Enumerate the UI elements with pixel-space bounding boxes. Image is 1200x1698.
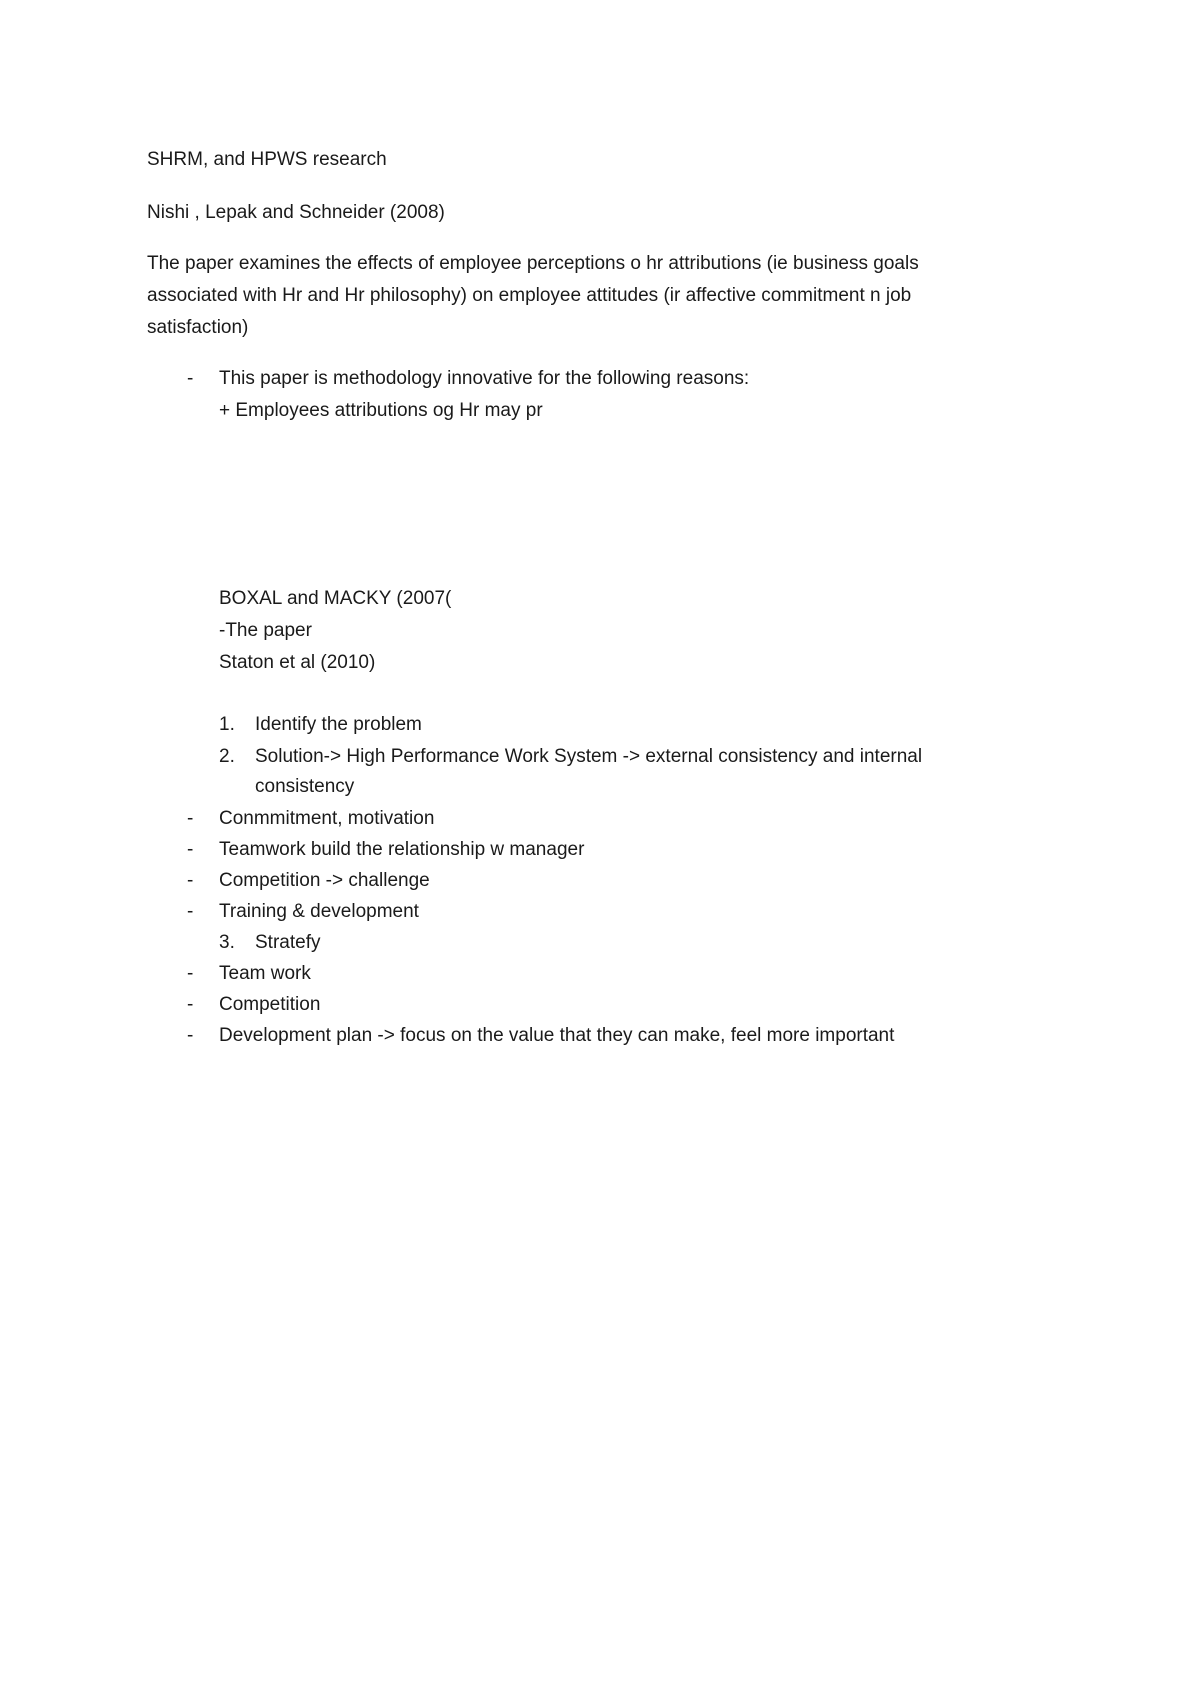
dash-marker: - (187, 839, 194, 860)
dash-item-competition-challenge: Competition -> challenge (219, 870, 430, 891)
dash-item-competition: Competition (219, 994, 321, 1015)
list-marker-1: 1. (219, 714, 235, 735)
dash-marker: - (187, 808, 194, 829)
list-item-strategy: Stratefy (255, 932, 321, 953)
paragraph-line-3: satisfaction) (147, 317, 249, 338)
bullet-methodology: This paper is methodology innovative for the following reasons: (219, 368, 750, 389)
list-item-solution: Solution-> High Performance Work System -> external consistency and internal (255, 746, 923, 767)
list-marker-2: 2. (219, 746, 235, 767)
dash-item-teamwork: Teamwork build the relationship w manager (219, 839, 585, 860)
dash-marker: - (187, 901, 194, 922)
citation-boxal: BOXAL and MACKY (2007( (219, 588, 452, 609)
document-heading: SHRM, and HPWS research (147, 149, 387, 170)
dash-item-training: Training & development (219, 901, 419, 922)
dash-item-development-plan: Development plan -> focus on the value that they can make, feel more important (219, 1025, 895, 1046)
citation-staton: Staton et al (2010) (219, 652, 376, 673)
dash-marker: - (187, 963, 194, 984)
paragraph-line-2: associated with Hr and Hr philosophy) on employee attitudes (ir affective commitment n job (147, 285, 912, 306)
list-item-solution-continuation: consistency (255, 776, 355, 797)
list-item-identify: Identify the problem (255, 714, 422, 735)
dash-marker: - (187, 870, 194, 891)
list-marker-3: 3. (219, 932, 235, 953)
bullet-dash: - (187, 368, 194, 389)
dash-item-commitment: Conmmitment, motivation (219, 808, 435, 829)
dash-marker: - (187, 994, 194, 1015)
note-the-paper: -The paper (219, 620, 312, 641)
citation-nishi: Nishi , Lepak and Schneider (2008) (147, 202, 445, 223)
sub-item-attributions: + Employees attributions og Hr may pr (219, 400, 543, 421)
dash-item-team-work: Team work (219, 963, 311, 984)
dash-marker: - (187, 1025, 194, 1046)
paragraph-line-1: The paper examines the effects of employee perceptions o hr attributions (ie business goals (147, 253, 919, 274)
